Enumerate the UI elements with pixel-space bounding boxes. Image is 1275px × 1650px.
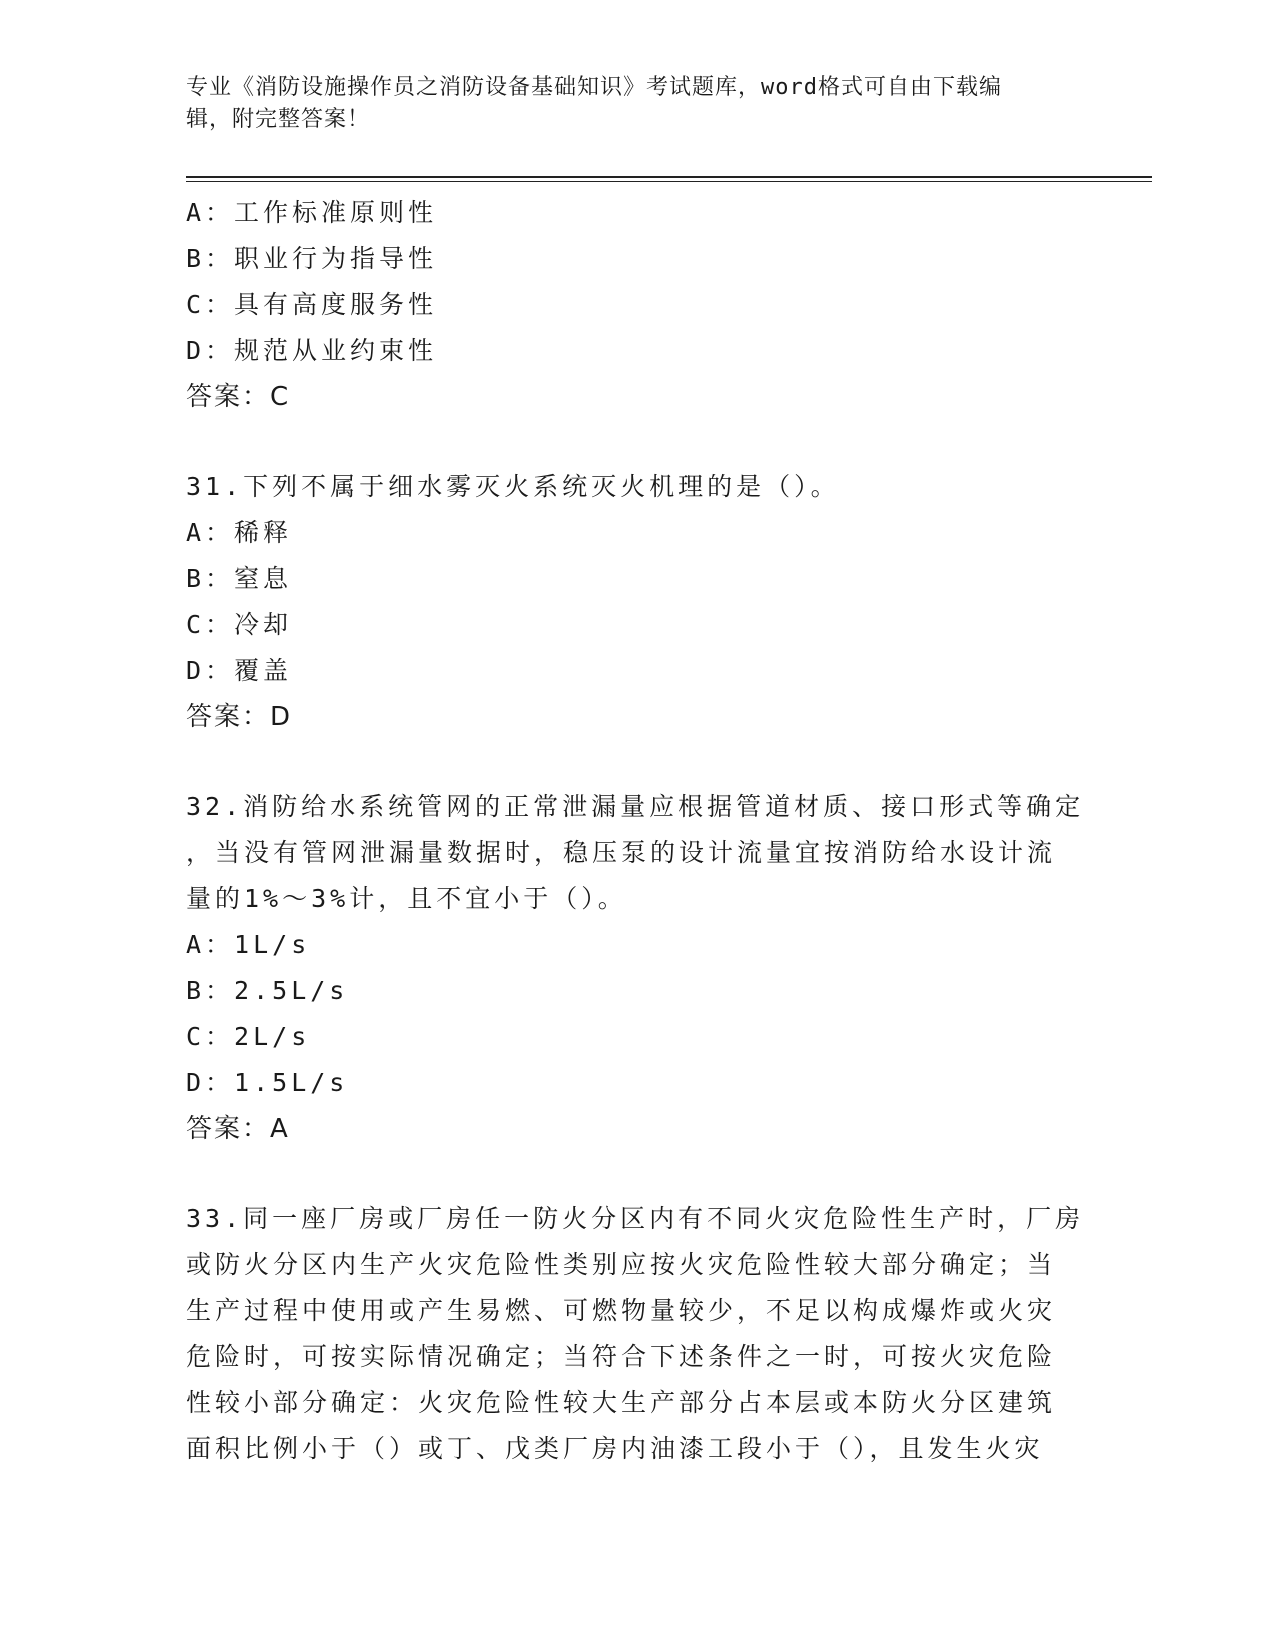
option-d: D：1.5L/s [186,1068,349,1097]
question-text-line: 量的1%～3%计，且不宜小于（）。 [186,884,627,913]
question-text-line: 或防火分区内生产火灾危险性类别应按火灾危险性较大部分确定；当 [186,1250,1057,1279]
question-content [186,190,1086,1472]
option-a: A：稀释 [186,518,293,547]
option-b: B：2.5L/s [186,976,349,1005]
option-d: D：覆盖 [186,656,293,685]
option-b: B：职业行为指导性 [186,244,438,273]
question-text-line: ，当没有管网泄漏量数据时，稳压泵的设计流量宜按消防给水设计流 [186,838,1057,867]
option-a: A：1L/s [186,930,311,959]
question-text-line: 生产过程中使用或产生易燃、可燃物量较少，不足以构成爆炸或火灾 [186,1296,1057,1325]
option-b: B：窒息 [186,564,293,593]
answer-line: 答案：A [186,1114,290,1144]
header-line-1: 专业《消防设施操作员之消防设备基础知识》考试题库，word格式可自由下载编 [186,75,1002,100]
question-block-33 [186,1196,1086,1472]
answer-line: 答案：D [186,702,293,732]
header-rule-thin [186,181,1152,182]
question-text-line: 性较小部分确定：火灾危险性较大生产部分占本层或本防火分区建筑 [186,1388,1057,1417]
option-c: C：冷却 [186,610,293,639]
question-block-prev [186,190,1086,420]
question-text-line: 面积比例小于（）或丁、戊类厂房内油漆工段小于（），且发生火灾 [186,1434,1044,1463]
question-text-line: 33.同一座厂房或厂房任一防火分区内有不同火灾危险性生产时，厂房 [186,1204,1085,1233]
question-text-line: 危险时，可按实际情况确定；当符合下述条件之一时，可按火灾危险 [186,1342,1057,1371]
option-c: C：具有高度服务性 [186,290,438,319]
option-d: D：规范从业约束性 [186,336,438,365]
document-header [186,72,1066,136]
question-block-32 [186,784,1086,1152]
option-c: C：2L/s [186,1022,311,1051]
question-text: 31.下列不属于细水雾灭火系统灭火机理的是（）。 [186,472,840,501]
question-block-31 [186,464,1086,740]
answer-line: 答案：C [186,382,291,412]
option-a: A：工作标准原则性 [186,198,438,227]
header-line-2: 辑，附完整答案！ [186,107,371,132]
header-rule-thick [186,176,1152,178]
question-text-line: 32.消防给水系统管网的正常泄漏量应根据管道材质、接口形式等确定 [186,792,1085,821]
